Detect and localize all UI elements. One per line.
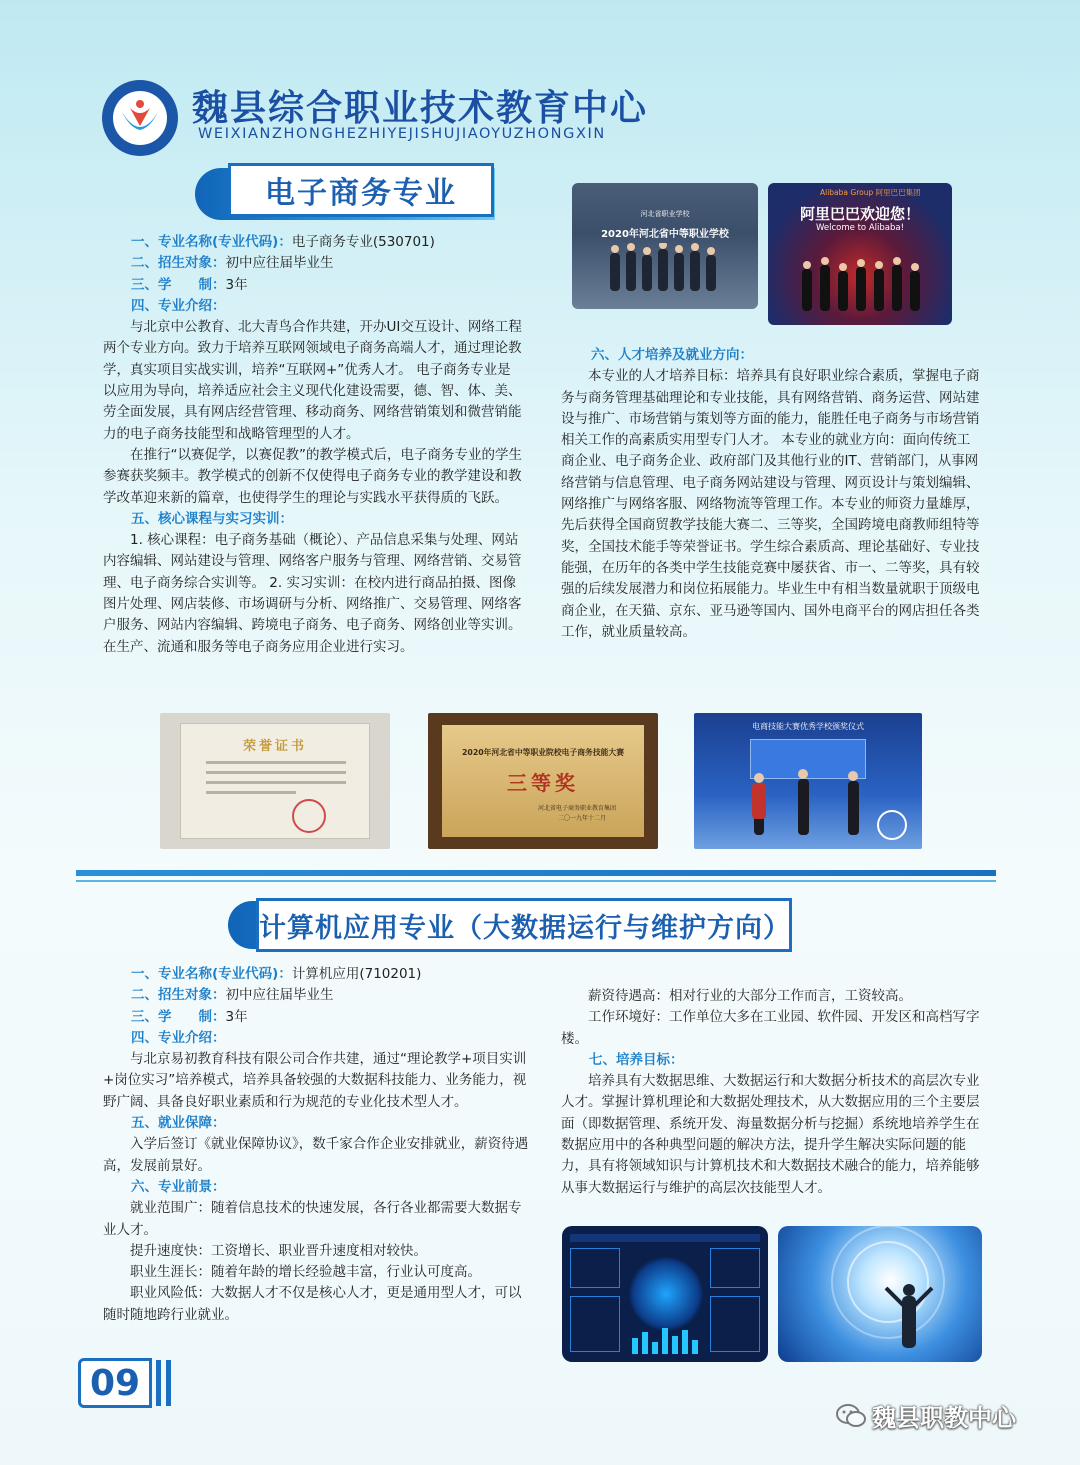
photo2-people	[768, 253, 952, 325]
s2-prospect-3: 职业生涯长：随着年龄的增长经验越丰富，行业认可度高。	[130, 1264, 481, 1281]
ceremony-people	[694, 769, 922, 849]
s2-intro-paragraph: 与北京易初教育科技有限公司合作共建，通过“理论教学+项目实训+岗位实习”培养模式，培养具备较强的大数据科技能力、业务能力，视野广阔、具备良好职业素质和行为规范的专业化技术型人才。	[103, 1051, 527, 1110]
s2-prospect-2: 提升速度快：工资增长、职业晋升速度相对较快。	[130, 1242, 427, 1259]
photo1-school-label: 河北省职业学校	[640, 210, 690, 218]
s1-talent-heading: 六、人才培养及就业方向：	[591, 347, 753, 363]
cert2-award: 三等奖	[507, 771, 579, 795]
photo2-brand: Alibaba Group 阿里巴巴集团	[820, 188, 921, 197]
s1-item-length: 三、学 制：3年	[131, 276, 248, 293]
s1-item-name: 一、专业名称(专业代码)：电子商务专业(530701)	[131, 234, 435, 250]
page-number: 09	[89, 1362, 141, 1404]
s2-item-target: 二、招生对象：初中应往届毕业生	[131, 987, 334, 1004]
s2-item-intro: 四、专业介绍：	[131, 1029, 226, 1046]
page-number-box	[78, 1358, 152, 1408]
photo-award-ceremony	[694, 713, 922, 849]
photo-alibaba-visit	[768, 183, 952, 325]
cert2-title: 2020年河北省中等职业院校电子商务技能大赛	[461, 748, 625, 757]
s1-core-paragraph: 1. 核心课程：电子商务基础（概论）、产品信息采集与处理、网站内容编辑、网站建设与管理、网络客户服务与管理、网络营销、交易管理、电子商务综合实训等。 2. 实习实训：在校内进行商品拍摄、图像图片处理、网店装修、市场调研与分析、网络推广、交易管理、网络客户服务、网站内容编辑、跨境电子商务、电子商务、网络创业等实训。在生产、流通和服务等电子商务应用企业进行实习。	[103, 532, 522, 655]
school-logo	[100, 78, 180, 158]
watermark-text: 魏县职教中心	[872, 1404, 1016, 1432]
section2-left-column	[103, 964, 533, 1326]
wechat-watermark	[836, 1398, 1016, 1433]
s1-core-heading: 五、核心课程与实习实训：	[131, 510, 293, 527]
s1-intro-paragraph-2: 在推行“以赛促学，以赛促教”的教学模式后，电子商务专业的学生参赛获奖频丰。教学模式的创新不仅使得电子商务专业的教学建设和教学改革迎来新的篇章，也使得学生的理论与实践水平获得质的飞跃。	[103, 446, 522, 506]
section1-right-column	[561, 345, 981, 643]
cert3-title: 电商技能大赛优秀学校颁奖仪式	[752, 722, 864, 731]
school-title: 魏县综合职业技术教育中心	[192, 88, 649, 129]
cert1-title: 荣誉证书	[242, 739, 307, 754]
section-divider-thin	[76, 880, 996, 882]
photo-bigdata-dashboard	[562, 1226, 768, 1362]
s2-item-length: 三、学 制：3年	[131, 1008, 248, 1025]
photo2-welcome-en: Welcome to Alibaba!	[816, 223, 904, 233]
s2-prospect-6: 工作环境好：工作单位大多在工业园、软件园、开发区和高档写字楼。	[561, 1009, 980, 1047]
photo2-welcome-cn: 阿里巴巴欢迎您！	[799, 205, 920, 223]
dashboard-bars	[628, 1324, 704, 1354]
photo-third-prize-plaque	[428, 713, 658, 849]
photo-honor-certificate	[160, 713, 390, 849]
photo1-people	[572, 243, 758, 309]
section2-banner-title: 计算机应用专业（大数据运行与维护方向）	[256, 898, 792, 952]
photo-competition-group	[572, 183, 758, 309]
s2-prospect-4: 职业风险低：大数据人才不仅是核心人才，更是通用型人才，可以随时随地跨行业就业。	[103, 1285, 522, 1323]
cert1-seal	[292, 799, 326, 833]
section-divider	[76, 870, 996, 876]
s1-intro-paragraph-1: 与北京中公教育、北大青鸟合作共建，开办UI交互设计、网络工程两个专业方向。致力于培养互联网领域电子商务高端人才，通过理论教学，真实项目实战实训，培养“互联网+”优秀人才。 电子商务专业是以应用为导向，培养适应社会主义现代化建设需要，德、智、体、美、劳全面发展，具有网店经营管理、移动商务、网络营销策划和微营销能力的电子商务技能型和战略管理型的人才。	[103, 319, 522, 442]
s1-item-intro: 四、专业介绍：	[131, 297, 226, 314]
s2-job-paragraph: 入学后签订《就业保障协议》，数千家合作企业安排就业，薪资待遇高，发展前景好。	[103, 1136, 529, 1174]
s2-goal-paragraph: 培养具有大数据思维、大数据运行和大数据分析技术的高层次专业人才。掌握计算机理论和大数据处理技术，从大数据应用的三个主要层面（即数据管理、系统开发、海量数据分析与挖掘）系统地培养学生在数据应用中的各种典型问题的解决方法，提升学生解决实际问题的能力，具有将领域知识与计算机技术和大数据技术融合的能力，培养能够从事大数据运行与维护的高层次技能型人才。	[561, 1073, 980, 1196]
section1-banner-title: 电子商务专业	[228, 163, 494, 217]
s2-prospects-heading: 六、专业前景：	[131, 1178, 226, 1195]
photo-bigdata-concept	[778, 1226, 982, 1362]
cert2-issuer: 河北省电子商务职业教育集团	[538, 805, 617, 812]
photo1-banner-text: 2020年河北省中等职业学校	[601, 229, 729, 240]
wechat-icon	[836, 1403, 866, 1429]
s2-job-heading: 五、就业保障：	[131, 1115, 226, 1132]
concept-person	[778, 1226, 982, 1362]
s1-item-target: 二、招生对象：初中应往届毕业生	[131, 255, 334, 272]
s2-prospect-5: 薪资待遇高：相对行业的大部分工作而言，工资较高。	[588, 988, 912, 1004]
s2-goal-heading: 七、培养目标：	[589, 1051, 684, 1068]
s1-talent-paragraph: 本专业的人才培养目标：培养具有良好职业综合素质，掌握电子商务与商务管理基础理论和专业技能，具有网络营销、商务运营、网站建设与推广、市场营销与策划等方面的能力，能胜任电子商务与市场营销相关工作的高素质实用型专门人才。 本专业的就业方向：面向传统工商企业、电子商务企业、政府部门及其他行业的IT、营销部门，从事网络营销与信息管理、电子商务网站建设与管理、网页设计与策划编辑、网络推广与网络客服、网络物流等管理工作。本专业的师资力量雄厚，先后获得全国商贸教学技能大赛二、三等奖，全国跨境电商教师组特等奖，全国技术能手等荣誉证书。学生综合素质高、理论基础好、专业技能强，在历年的各类中学生技能竞赛中屡获省、市一、二等奖，具有较强的后续发展潜力和岗位拓展能力。毕业生中有相当数量就职于顶级电商企业，在天猫、京东、亚马逊等国内、国外电商平台的网店担任各类工作，就业质量较高。	[561, 368, 980, 640]
section2-right-column	[561, 986, 983, 1199]
page-number-stripes	[156, 1360, 180, 1406]
school-pinyin: WEIXIANZHONGHEZHIYEJISHUJIAOYUZHONGXIN	[198, 126, 606, 142]
section1-left-column	[103, 232, 523, 658]
s2-item-name: 一、专业名称(专业代码)：计算机应用(710201)	[131, 966, 422, 982]
cert2-date: 二〇一九年十二月	[558, 815, 607, 822]
s2-prospect-1: 就业范围广：随着信息技术的快速发展，各行各业都需要大数据专业人才。	[103, 1200, 522, 1238]
